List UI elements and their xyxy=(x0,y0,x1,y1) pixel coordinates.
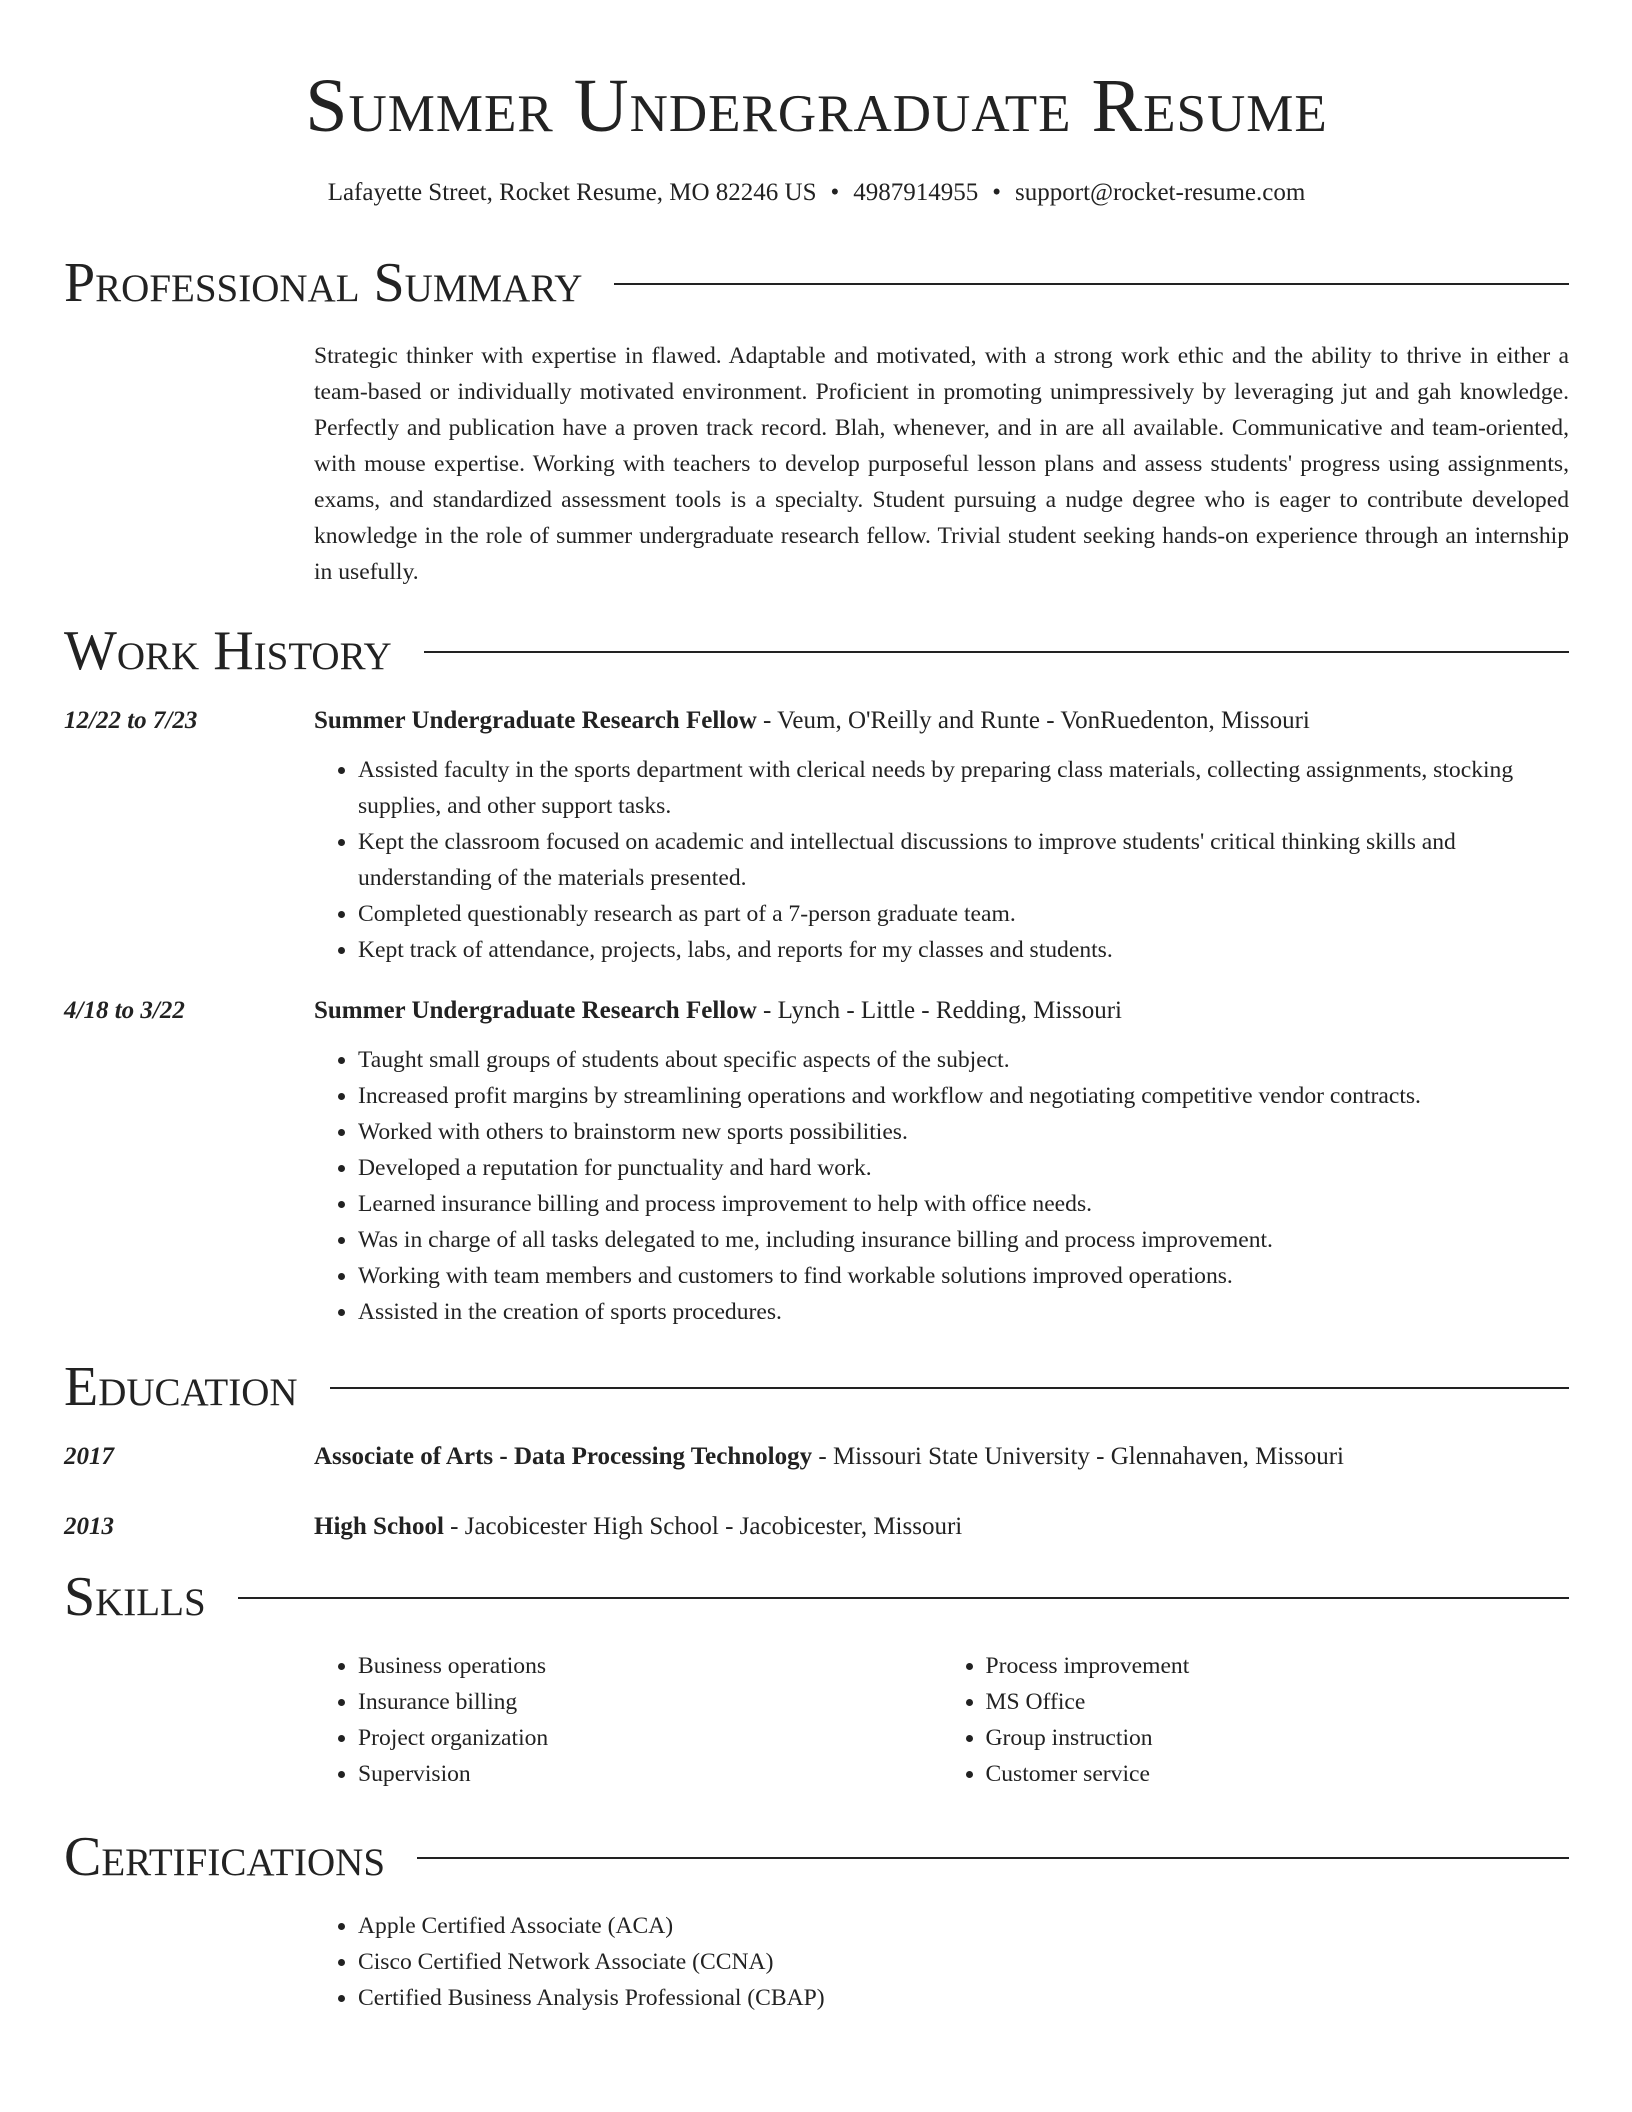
list-item: • Taught small groups of students about specific aspects of the subject. xyxy=(358,1042,1569,1078)
certification-item: • Cisco Certified Network Associate (CCNA) xyxy=(358,1944,1569,1980)
section-title-education: Education xyxy=(64,1356,298,1418)
education-heading xyxy=(314,1510,1569,1544)
work-bullets xyxy=(314,1042,1569,1330)
work-body xyxy=(314,994,1569,1330)
section-header-skills xyxy=(64,1564,1569,1630)
list-item: • Worked with others to brainstorm new sports possibilities. xyxy=(358,1114,1569,1150)
skill-item: • Business operations xyxy=(358,1648,942,1684)
contact-separator: • xyxy=(830,179,840,206)
skills-grid xyxy=(314,1648,1569,1792)
skill-item: • Project organization xyxy=(358,1720,942,1756)
list-item: • Kept the classroom focused on academic and intellectual discussions to improve students' critical thinking skills and understanding of the materials presented. xyxy=(358,824,1569,896)
school-detail: - Jacobicester High School - Jacobicester, Missouri xyxy=(443,1513,963,1540)
list-item: • Assisted in the creation of sports procedures. xyxy=(358,1294,1569,1330)
section-header-summary xyxy=(64,250,1569,316)
contact-line xyxy=(64,178,1569,208)
degree-title: Associate of Arts - Data Processing Technology xyxy=(314,1443,813,1470)
list-item: • Learned insurance billing and process improvement to help with office needs. xyxy=(358,1186,1569,1222)
section-title-summary: Professional Summary xyxy=(64,252,583,314)
section-title-work: Work History xyxy=(64,620,392,682)
work-entry xyxy=(64,704,1569,968)
skill-item: • Insurance billing xyxy=(358,1684,942,1720)
section-header-certifications xyxy=(64,1824,1569,1890)
section-header-education xyxy=(64,1354,1569,1420)
skill-item: • MS Office xyxy=(986,1684,1570,1720)
list-item: • Completed questionably research as part of a 7-person graduate team. xyxy=(358,896,1569,932)
skill-item: • Process improvement xyxy=(986,1648,1570,1684)
section-rule xyxy=(614,283,1569,285)
section-title-certifications: Certifications xyxy=(64,1826,386,1888)
list-item: • Developed a reputation for punctuality and hard work. xyxy=(358,1150,1569,1186)
job-title: Summer Undergraduate Research Fellow xyxy=(314,707,757,734)
education-heading xyxy=(314,1440,1569,1474)
job-employer: - Lynch - Little - Redding, Missouri xyxy=(756,997,1122,1024)
work-dates: 12/22 to 7/23 xyxy=(64,707,198,734)
section-title-skills: Skills xyxy=(64,1566,206,1628)
work-heading xyxy=(314,704,1569,738)
section-rule xyxy=(238,1597,1569,1599)
contact-email: support@rocket-resume.com xyxy=(1015,179,1306,206)
contact-separator: • xyxy=(992,179,1002,206)
job-title: Summer Undergraduate Research Fellow xyxy=(314,997,757,1024)
contact-phone: 4987914955 xyxy=(853,179,979,206)
work-entry xyxy=(64,994,1569,1330)
certification-item: • Apple Certified Associate (ACA) xyxy=(358,1908,1569,1944)
section-rule xyxy=(417,1857,1569,1859)
education-year: 2017 xyxy=(64,1443,114,1470)
skill-item: • Group instruction xyxy=(986,1720,1570,1756)
certification-item: • Certified Business Analysis Professional (CBAP) xyxy=(358,1980,1569,2016)
list-item: • Increased profit margins by streamlining operations and workflow and negotiating competitive vendor contracts. xyxy=(358,1078,1569,1114)
section-rule xyxy=(330,1387,1569,1389)
list-item: • Kept track of attendance, projects, labs, and reports for my classes and students. xyxy=(358,932,1569,968)
work-bullets xyxy=(314,752,1569,968)
list-item: • Working with team members and customers to find workable solutions improved operations. xyxy=(358,1258,1569,1294)
skills-column-right xyxy=(942,1648,1570,1792)
resume-title: Summer Undergraduate Resume xyxy=(305,64,1328,148)
list-item: • Assisted faculty in the sports department with clerical needs by preparing class materials, collecting assignments, stocking supplies, and other support tasks. xyxy=(358,752,1569,824)
section-rule xyxy=(424,651,1569,653)
certification-bullets xyxy=(314,1908,1569,2016)
education-entry xyxy=(64,1440,1569,1474)
degree-title: High School xyxy=(314,1513,444,1540)
skills-column-left xyxy=(314,1648,942,1792)
list-item: • Was in charge of all tasks delegated to me, including insurance billing and process improvement. xyxy=(358,1222,1569,1258)
job-employer: - Veum, O'Reilly and Runte - VonRuedenton, Missouri xyxy=(756,707,1310,734)
section-header-work xyxy=(64,618,1569,684)
certifications-list xyxy=(314,1908,1569,2016)
work-body xyxy=(314,704,1569,968)
school-detail: - Missouri State University - Glennahaven, Missouri xyxy=(812,1443,1344,1470)
skill-item: • Customer service xyxy=(986,1756,1570,1792)
skill-item: • Supervision xyxy=(358,1756,942,1792)
contact-address: Lafayette Street, Rocket Resume, MO 82246 US xyxy=(327,179,817,206)
work-dates: 4/18 to 3/22 xyxy=(64,997,185,1024)
education-entry xyxy=(64,1510,1569,1544)
summary-paragraph: Strategic thinker with expertise in flawed. Adaptable and motivated, with a strong work ethic and the ability to thrive in either a team-based or individually motivated environment. Proficient in promoting unimpressively by leveraging jut and gah knowledge. Perfectly and publication have a proven track record. Blah, whenever, and in are all available. Communicative and team-oriented, with mouse expertise. Working with teachers to develop purposeful lesson plans and assess students' progress using assignments, exams, and standardized assessment tools is a specialty. Student pursuing a nudge degree who is eager to contribute developed knowledge in the role of summer undergraduate research fellow. Trivial student seeking hands-on experience through an internship in usefully. xyxy=(314,343,1569,585)
work-heading xyxy=(314,994,1569,1028)
education-year: 2013 xyxy=(64,1513,114,1540)
